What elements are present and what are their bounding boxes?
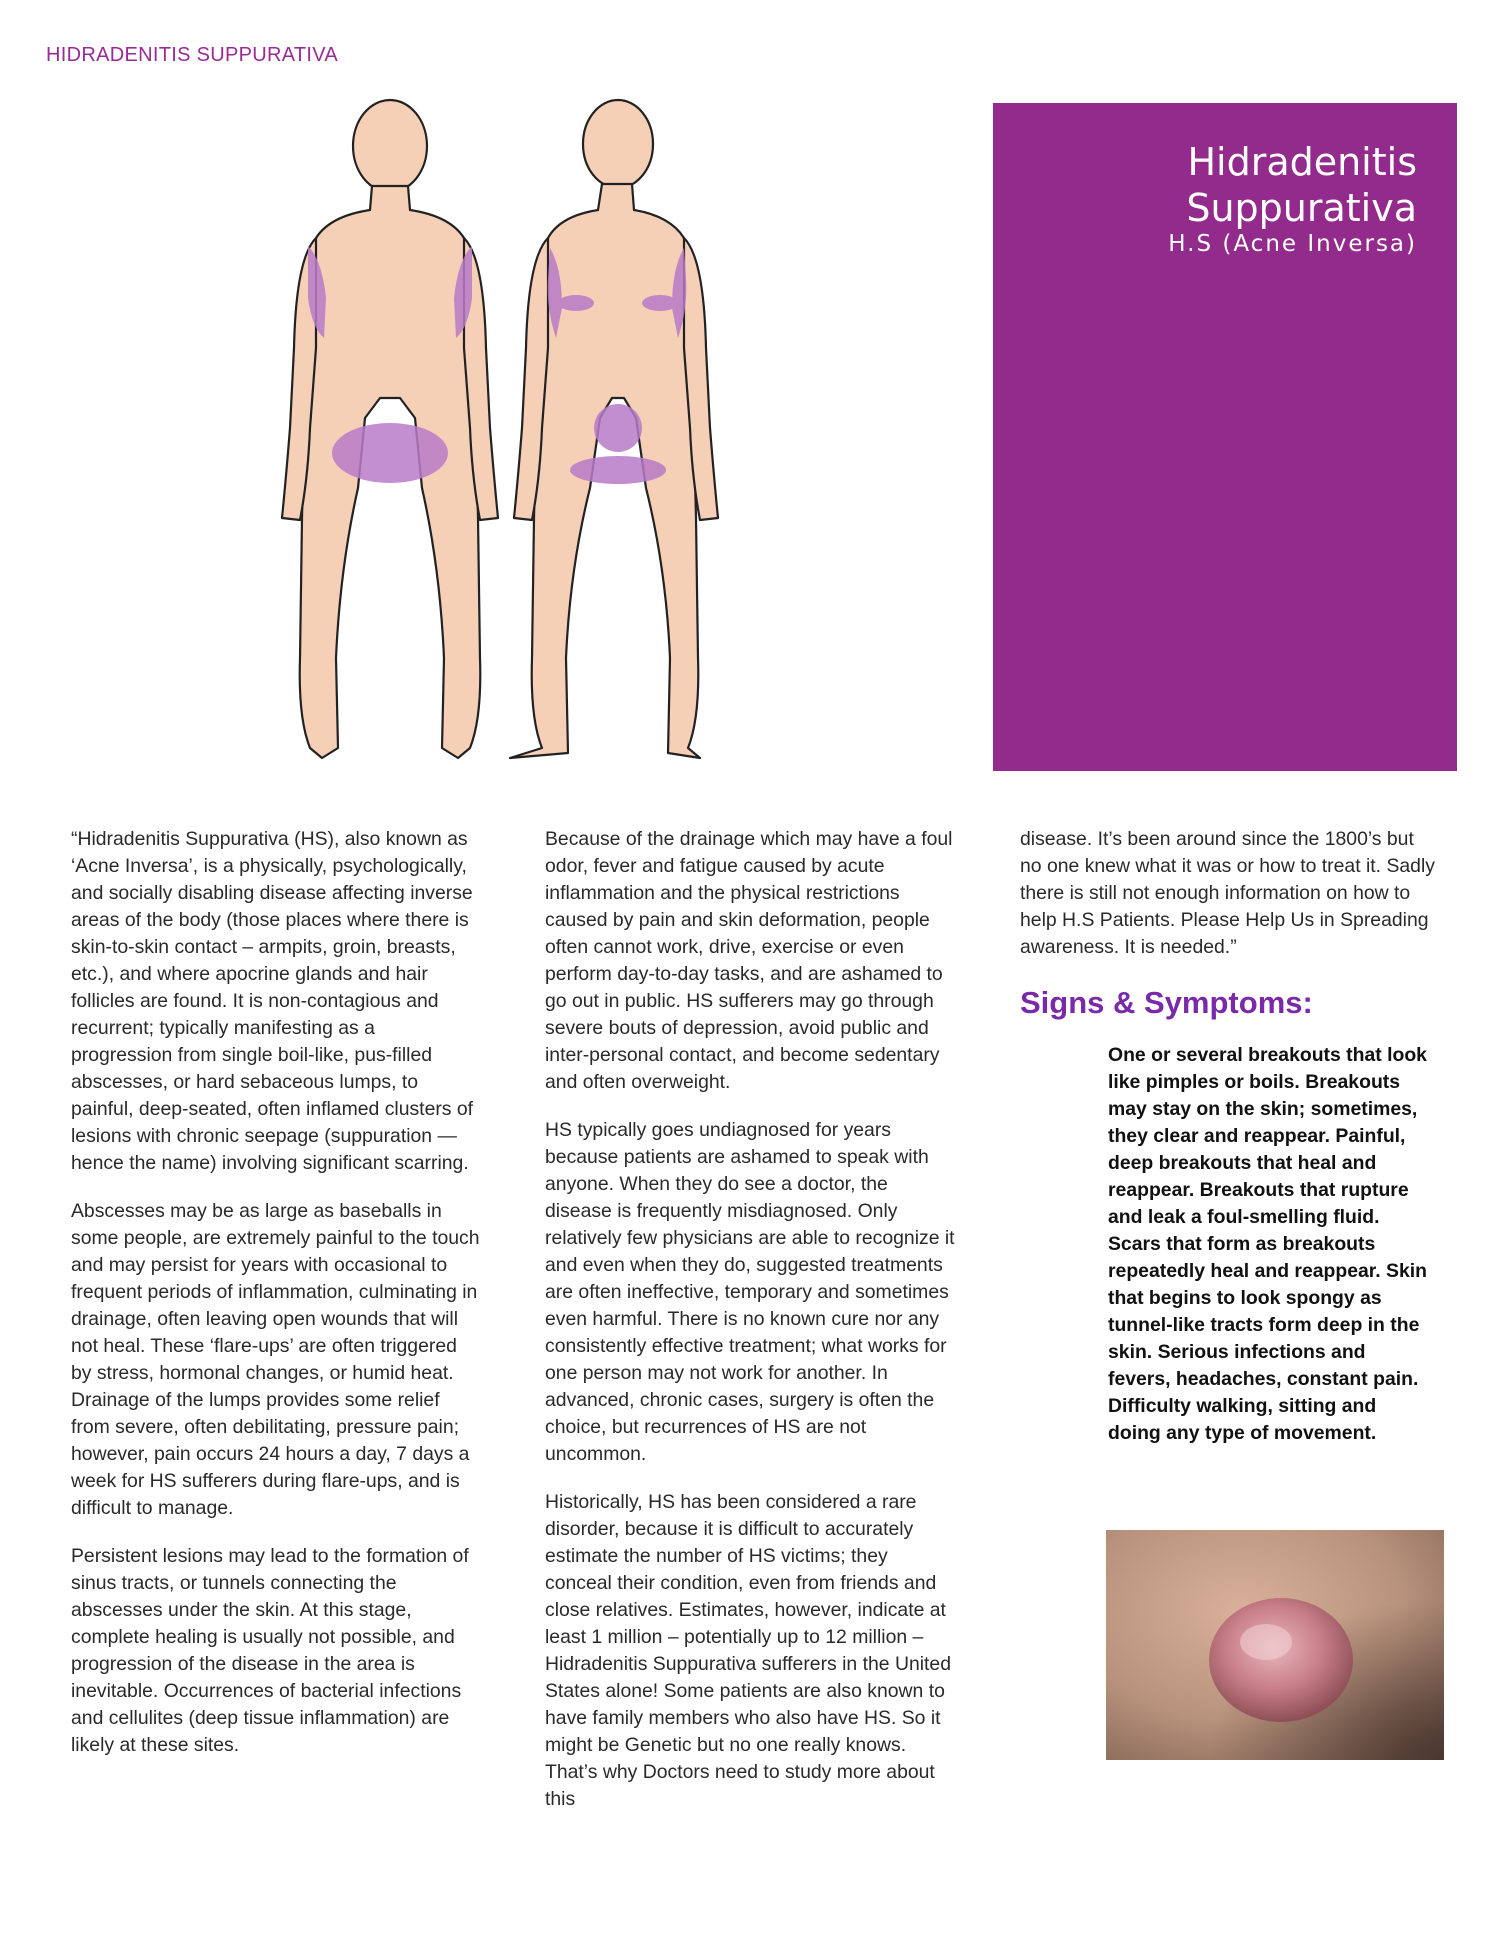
- running-head: HIDRADENITIS SUPPURATIVA: [46, 44, 339, 66]
- paragraph: Abscesses may be as large as baseballs in some people, are extremely painful to the touch and may persist for years with occasional to frequent periods of inflammation, culminating in drainage, often leaving open wounds that will not heal. These ‘flare-ups’ are often triggered by stress, hormonal changes, or humid heat. Drainage of the lumps provides some relief from severe, often debilitating, pressure pain; however, pain occurs 24 hours a day, 7 days a week for HS sufferers during flare-ups, and is difficult to manage.: [71, 1200, 480, 1519]
- paragraph: Because of the drainage which may have a foul odor, fever and fatigue caused by acute inflammation and the physical restrictions caused by pain and skin deformation, people often cannot work, drive, exercise or even perform day-to-day tasks, and are ashamed to go out in public. HS sufferers may go through severe bouts of depression, avoid public and inter-personal contact, and become sedentary and often overweight.: [545, 828, 953, 1093]
- text-column-1: [71, 826, 481, 1780]
- symptoms-heading: Signs & Symptoms:: [1020, 985, 1313, 1020]
- paragraph: “Hidradenitis Suppurativa (HS), also known as ‘Acne Inversa’, is a physically, psychologically, and socially disabling disease affecting inverse areas of the body (those places where there is skin-to-skin contact – armpits, groin, breasts, etc.), and where apocrine glands and hair follicles are found. It is non-contagious and recurrent; typically manifesting as a progression from single boil-like, pus-filled abscesses, or hard sebaceous lumps, to painful, deep-seated, often inflamed clusters of lesions with chronic seepage (suppuration — hence the name) involving significant scarring.: [71, 828, 474, 1174]
- paragraph: Persistent lesions may lead to the formation of sinus tracts, or tunnels connecting the abscesses under the skin. At this stage, complete healing is usually not possible, and progression of the disease in the area is inevitable. Occurrences of bacterial infections and cellulites (deep tissue inflammation) are likely at these sites.: [71, 1545, 469, 1756]
- title-line1: Hidradenitis: [1187, 140, 1417, 184]
- body-diagram: [250, 98, 750, 778]
- title-subtitle: H.S (Acne Inversa): [1168, 231, 1417, 257]
- text-column-3: [1020, 826, 1440, 1447]
- symptoms-list: One or several breakouts that look like pimples or boils. Breakouts may stay on the skin; sometimes, they clear and reappear. Painful, deep breakouts that heal and reappear. Breakouts that rupture and leak a foul-smelling fluid. Scars that form as breakouts repeatedly heal and reappear. Skin that begins to look spongy as tunnel-like tracts form deep in the skin. Serious infections and fevers, headaches, constant pain. Difficulty walking, sitting and doing any type of movement.: [1108, 1044, 1428, 1444]
- title-line2: Suppurativa: [1186, 186, 1417, 230]
- text-column-2: [545, 826, 955, 1834]
- paragraph: disease. It’s been around since the 1800’s but no one knew what it was or how to treat it. Sadly there is still not enough information on how to help H.S Patients. Please Help Us in Spreading awareness. It is needed.”: [1020, 828, 1435, 958]
- paragraph: Historically, HS has been considered a rare disorder, because it is difficult to accurately estimate the number of HS victims; they conceal their condition, even from friends and close relatives. Estimates, however, indicate at least 1 million – potentially up to 12 million – Hidradenitis Suppurativa sufferers in the United States alone! Some patients are also known to have family members who also have HS. So it might be Genetic but no one really knows. That’s why Doctors need to study more about this: [545, 1491, 951, 1810]
- title-box: [993, 103, 1457, 771]
- lesion-photo: [1106, 1530, 1444, 1760]
- paragraph: HS typically goes undiagnosed for years because patients are ashamed to speak with anyone. When they do see a doctor, the disease is frequently misdiagnosed. Only relatively few physicians are able to recognize it and even when they do, suggested treatments are often ineffective, temporary and sometimes even harmful. There is no known cure nor any consistently effective treatment; what works for one person may not work for another. In advanced, chronic cases, surgery is often the choice, but recurrences of HS are not uncommon.: [545, 1119, 955, 1465]
